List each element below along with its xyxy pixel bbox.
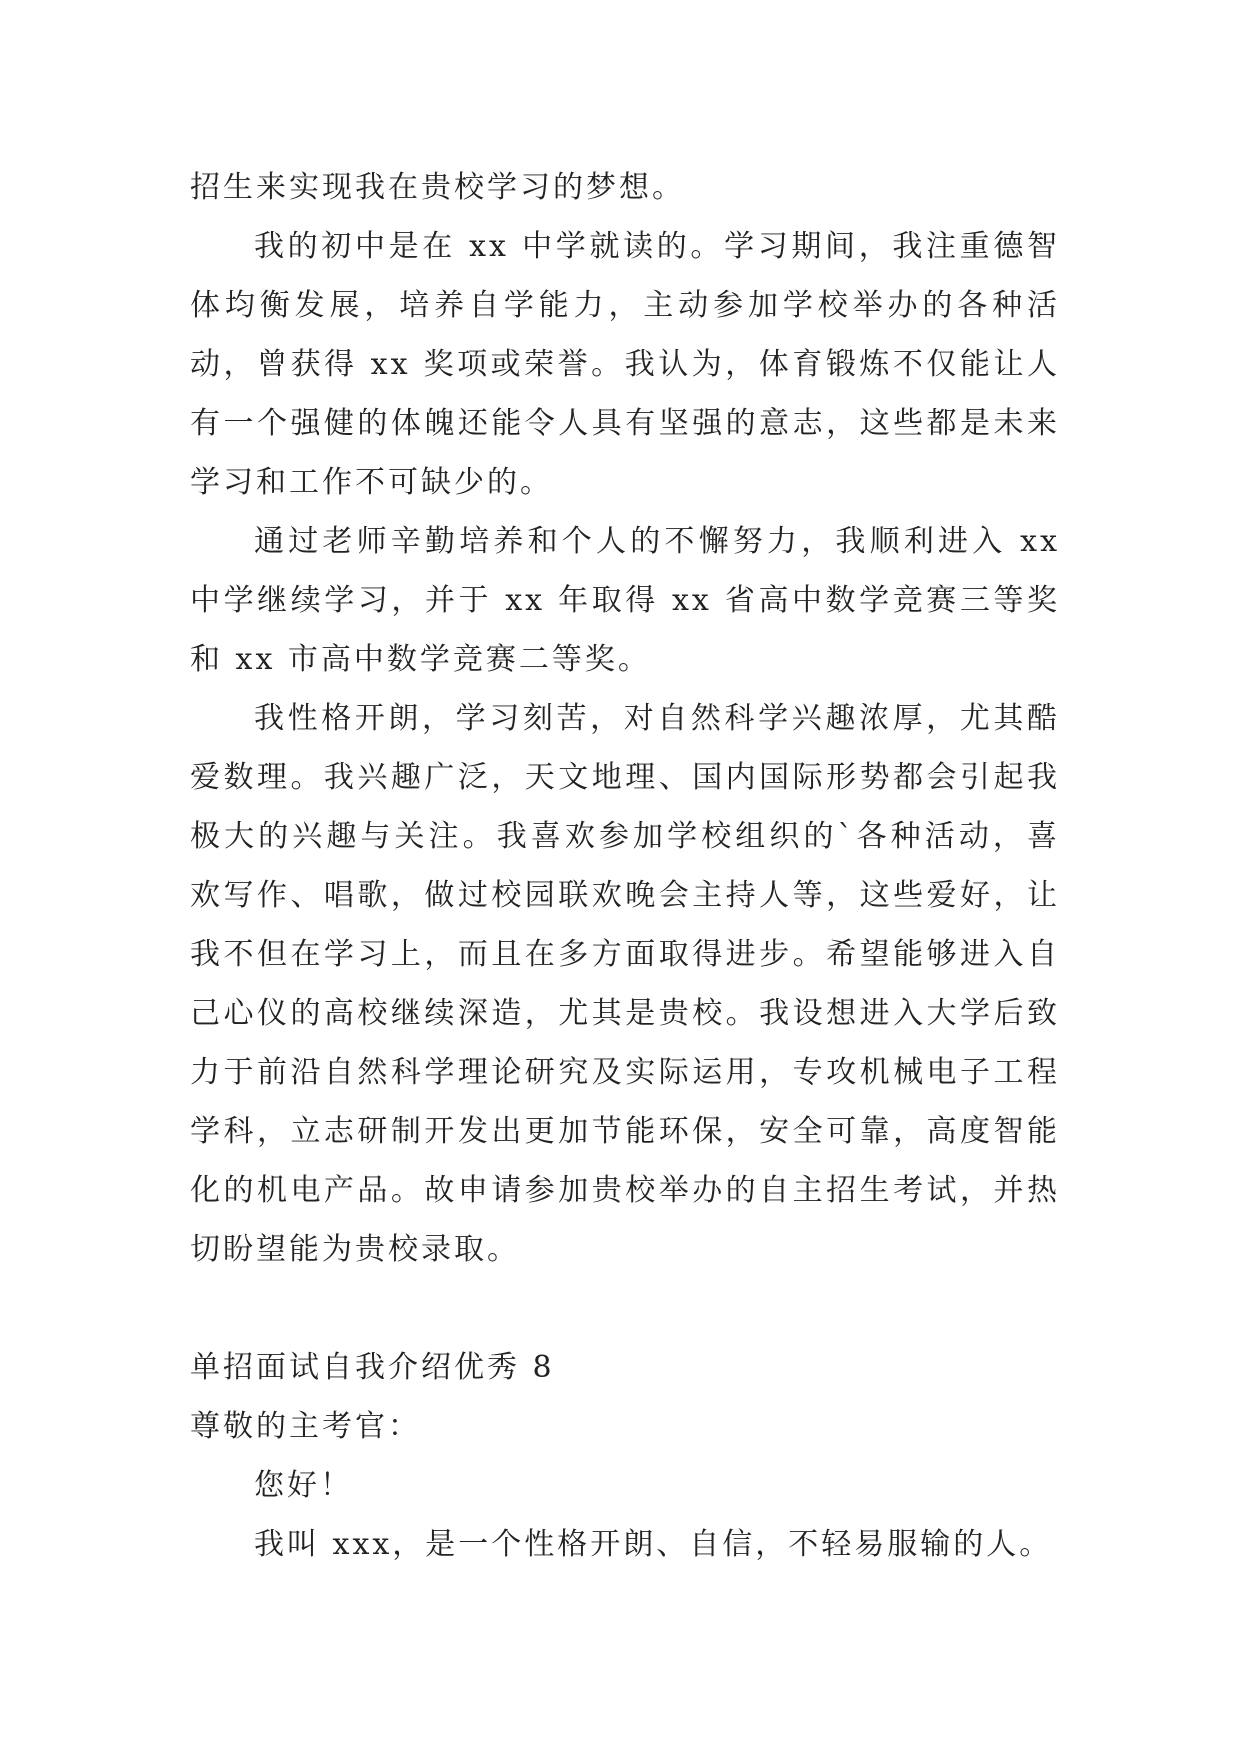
paragraph-high-school-awards: 通过老师辛勤培养和个人的不懈努力，我顺利进入 xx 中学继续学习，并于 xx 年取得 xx 省高中数学竞赛三等奖和 xx 市高中数学竞赛二等奖。 — [190, 524, 1060, 677]
document-body — [190, 158, 1060, 1574]
greeting: 您好！ — [254, 1468, 353, 1503]
section-spacer — [190, 1279, 1060, 1338]
intro-sentence: 我叫 xxx，是一个性格开朗、自信，不轻易服输的人。 — [254, 1527, 1053, 1562]
section-title: 单招面试自我介绍优秀 8 — [190, 1350, 555, 1385]
paragraph-personality-goals: 我性格开朗，学习刻苦，对自然科学兴趣浓厚，尤其酷爱数理。我兴趣广泛，天文地理、国内国际形势都会引起我极大的兴趣与关注。我喜欢参加学校组织的`各种活动，喜欢写作、唱歌，做过校园联欢晚会主持人等，这些爱好，让我不但在学习上，而且在多方面取得进步。希望能够进入自己心仪的高校继续深造，尤其是贵校。我设想进入大学后致力于前沿自然科学理论研究及实际运用，专攻机械电子工程学科，立志研制开发出更加节能环保，安全可靠，高度智能化的机电产品。故申请参加贵校举办的自主招生考试，并热切盼望能为贵校录取。 — [190, 701, 1060, 1267]
salutation: 尊敬的主考官： — [190, 1409, 421, 1444]
paragraph-continuation: 招生来实现我在贵校学习的梦想。 — [190, 170, 685, 205]
paragraph-middle-school: 我的初中是在 xx 中学就读的。学习期间，我注重德智体均衡发展，培养自学能力，主动参加学校举办的各种活动，曾获得 xx 奖项或荣誉。我认为，体育锻炼不仅能让人有一个强健的体魄还能令人具有坚强的意志，这些都是未来学习和工作不可缺少的。 — [190, 229, 1060, 500]
